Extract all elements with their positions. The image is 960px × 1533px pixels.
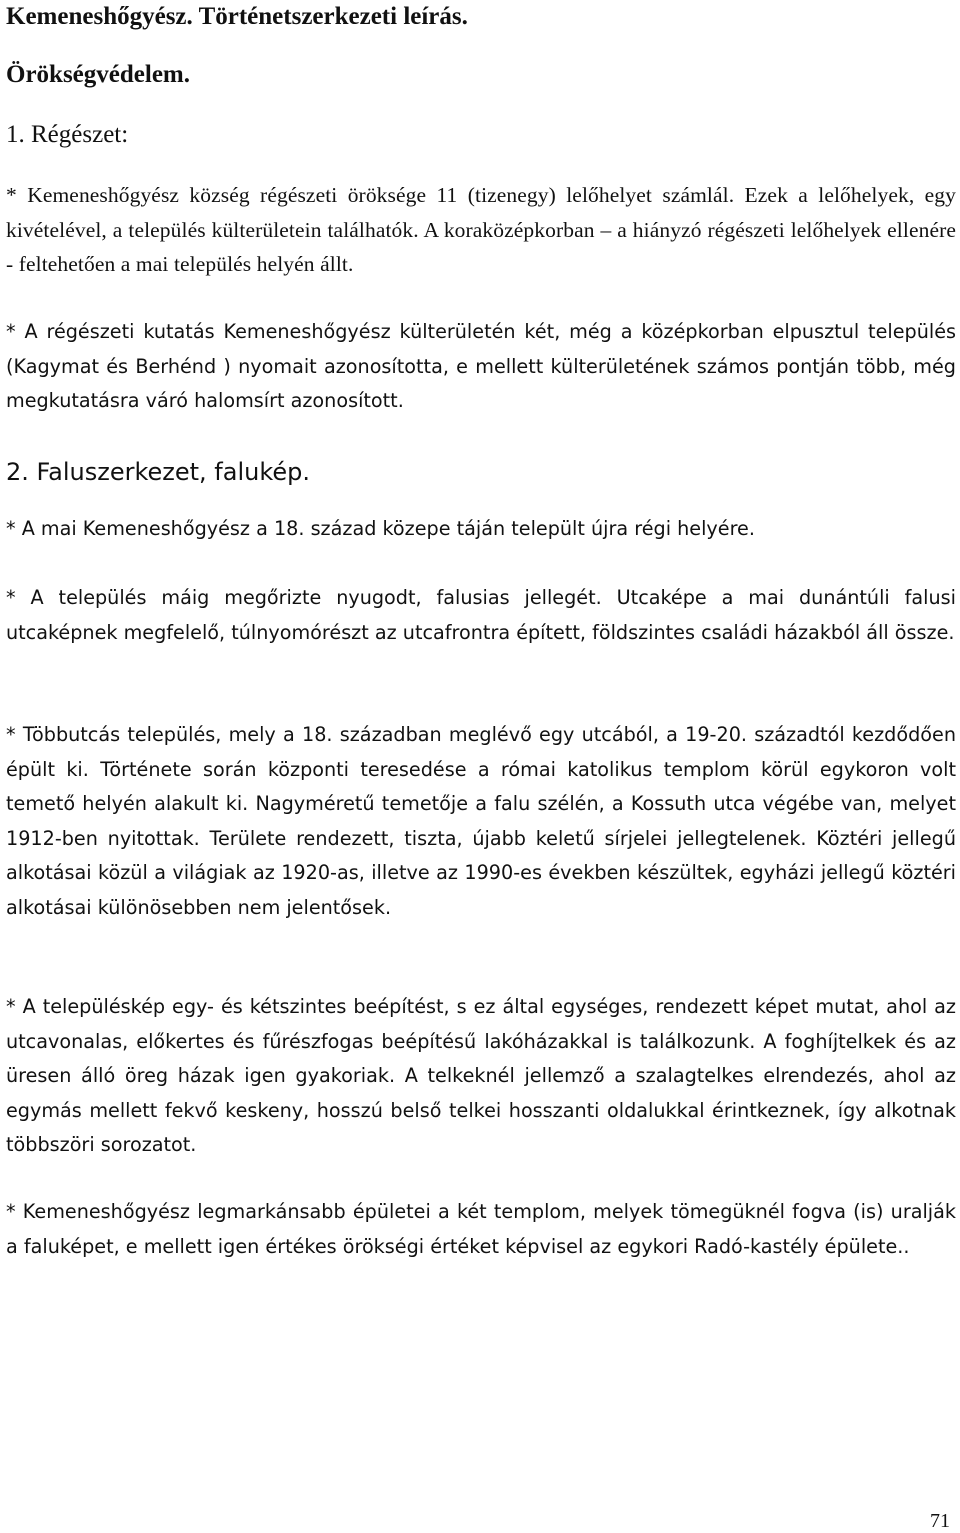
- paragraph-streets-history: * Többutcás település, mely a 18. században meglévő egy utcából, a 19-20. századtól kezdődően épült ki. Története során központi teresedése a római katolikus templom körül egykoron volt temető helyén alakult ki. Nagyméretű temetője a falu szélén, a Kossuth utca végébe van, melyet 1912-ben nyitottak. Területe rendezett, tiszta, újabb keletű sírjelei jellegtelenek. Köztéri jellegű alkotásai közül a világiak az 1920-as, illetve az 1990-es években készültek, egyházi jellegű köztéri alkotásai különösebben nem jelentősek.: [6, 723, 956, 919]
- paragraph-landmark-buildings: * Kemeneshőgyész legmarkánsabb épületei a két templom, melyek tömegüknél fogva (is) uralják a faluképet, e mellett igen értékes örökségi értéket képvisel az egykori Radó-kastély épülete..: [6, 1200, 956, 1258]
- paragraph-archaeology-sites: * Kemeneshőgyész község régészeti öröksége 11 (tizenegy) lelőhelyet számlál. Ezek a lelőhelyek, egy kivételével, a település külterületein találhatók. A koraközépkorban – a hiányzó régészeti lelőhelyek ellenére - feltehetően a mai település helyén állt.: [6, 183, 956, 276]
- document-title: Kemeneshőgyész. Történetszerkezeti leírás.: [6, 3, 468, 30]
- paragraph-resettlement: * A mai Kemeneshőgyész a 18. század közepe táján települt újra régi helyére.: [6, 517, 755, 540]
- page-number: 71: [930, 1510, 950, 1532]
- section-heading-village-structure: 2. Faluszerkezet, falukép.: [6, 458, 310, 486]
- paragraph-archaeology-research: * A régészeti kutatás Kemeneshőgyész külterületén két, még a középkorban elpusztul település (Kagymat és Berhénd ) nyomait azonosította, e mellett külterületének számos pontján több, még megkutatásra váró halomsírt azonosított.: [6, 320, 956, 412]
- paragraph-village-character: * A település máig megőrizte nyugodt, falusias jellegét. Utcaképe a mai dunántúli falusi utcaképnek megfelelő, túlnyomórészt az utcafrontra épített, földszintes családi házakból áll össze.: [6, 586, 956, 644]
- paragraph-townscape: * A településkép egy- és kétszintes beépítést, s ez által egységes, rendezett képet mutat, ahol az utcavonalas, előkertes és fűrészfogas beépítésű lakóházakkal is találkozunk. A foghíjtelkek és az üresen álló öreg házak igen gyakoriak. A telkeknél jellemző a szalagtelkes elrendezés, ahol az egymás mellett fekvő keskeny, hosszú belső telkei hosszanti oldalukkal érintkeznek, így alkotnak többszöri sorozatot.: [6, 995, 956, 1156]
- document-subtitle: Örökségvédelem.: [6, 61, 190, 88]
- section-heading-archaeology: 1. Régészet:: [6, 121, 129, 148]
